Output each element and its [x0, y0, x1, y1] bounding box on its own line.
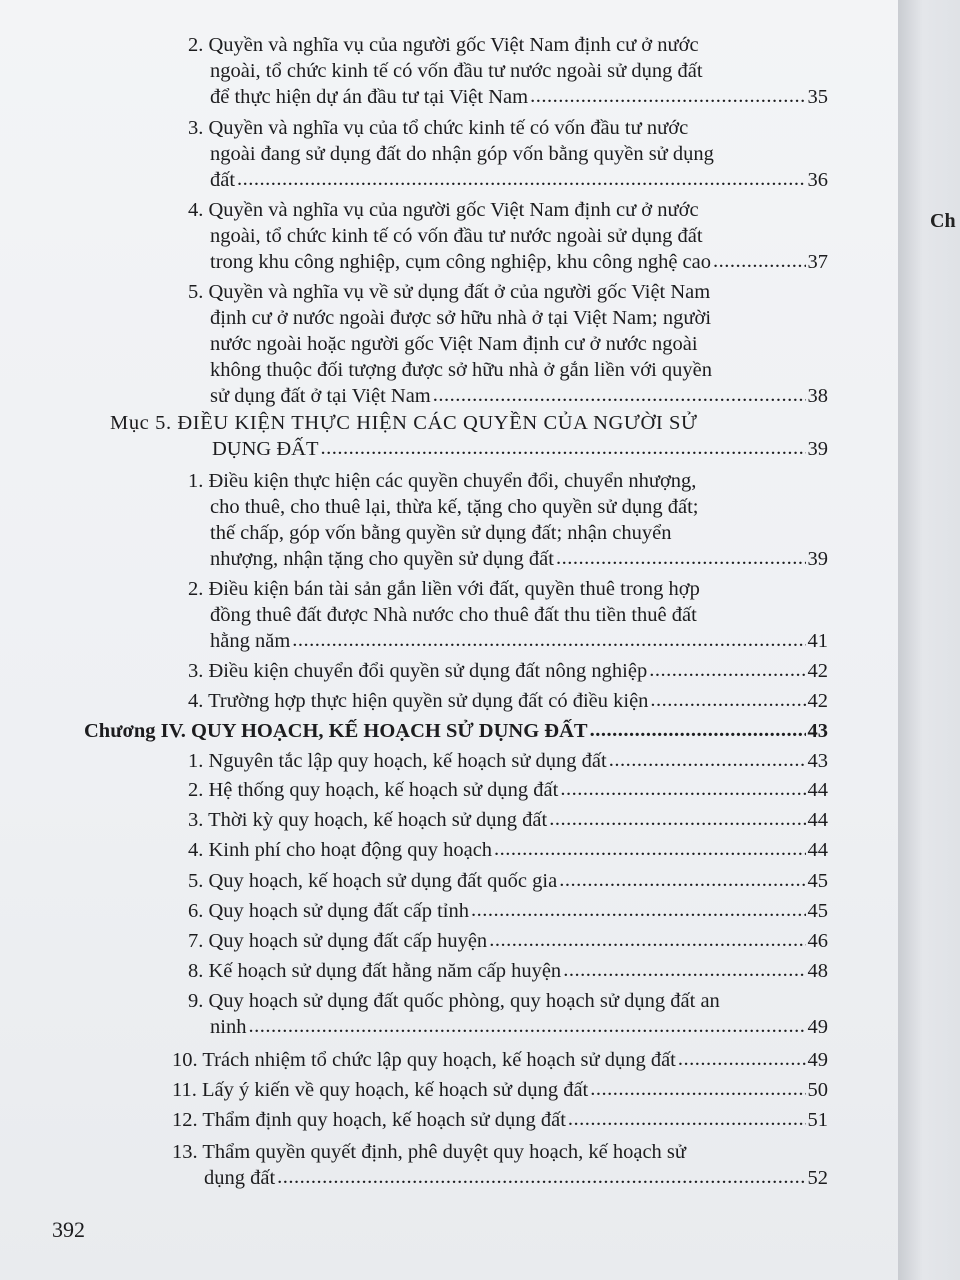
- toc-line: Mục 5. ĐIỀU KIỆN THỰC HIỆN CÁC QUYỀN CỦA NGƯỜI SỬ: [110, 412, 698, 434]
- toc-line: nước ngoài hoặc người gốc Việt Nam định cư ở nước ngoài: [210, 333, 698, 355]
- toc-entry: [188, 748, 828, 774]
- dot-leader: [590, 1076, 805, 1102]
- page-ref: 44: [807, 809, 828, 831]
- toc-line: trong khu công nghiệp, cụm công nghiệp, khu công nghệ cao ..... 37: [188, 249, 828, 275]
- toc-line: nhượng, nhận tặng cho quyền sử dụng đất ..... 39: [188, 546, 828, 572]
- dot-leader: [237, 166, 805, 192]
- toc-line: cho thuê, cho thuê lại, thừa kế, tặng cho quyền sử dụng đất;: [210, 496, 699, 518]
- page-ref: 43: [807, 750, 828, 772]
- toc-line: ninh ..... 49: [188, 1014, 828, 1040]
- toc-line: sử dụng đất ở tại Việt Nam ..... 38: [188, 383, 828, 409]
- toc-entry: [188, 837, 828, 863]
- toc-entry: [188, 777, 828, 803]
- toc-entry: [172, 1139, 828, 1191]
- dot-leader: [650, 687, 805, 713]
- page-ref: 49: [807, 1016, 828, 1038]
- page-ref: 39: [807, 548, 828, 570]
- page-ref: 46: [807, 930, 828, 952]
- toc-line: 5. Quy hoạch, kế hoạch sử dụng đất quốc gia ..... 45: [188, 868, 828, 894]
- toc-line: 12. Thẩm định quy hoạch, kế hoạch sử dụng đất ..... 51: [172, 1107, 828, 1133]
- toc-entry: [188, 468, 828, 572]
- dot-leader: [494, 836, 805, 862]
- dot-leader: [530, 83, 805, 109]
- dot-leader: [320, 435, 805, 461]
- page-ref: 42: [807, 690, 828, 712]
- toc-line: ngoài đang sử dụng đất do nhận góp vốn bằng quyền sử dụng: [210, 143, 714, 165]
- toc-entry: [188, 988, 828, 1040]
- toc-line: đồng thuê đất được Nhà nước cho thuê đất thu tiền thuê đất: [210, 604, 697, 626]
- page-ref: 44: [807, 839, 828, 861]
- dot-leader: [649, 657, 805, 683]
- toc-line: 5. Quyền và nghĩa vụ về sử dụng đất ở của người gốc Việt Nam: [188, 281, 711, 303]
- toc-entry: [188, 197, 828, 275]
- toc-entry: [188, 115, 828, 193]
- toc-entry: [188, 868, 828, 894]
- toc-entry: [172, 1047, 828, 1073]
- page-ref: 43: [807, 720, 828, 742]
- toc-line: 2. Quyền và nghĩa vụ của người gốc Việt Nam định cư ở nước: [188, 34, 699, 56]
- toc-line: đất ..... 36: [188, 167, 828, 193]
- toc-line: 4. Quyền và nghĩa vụ của người gốc Việt Nam định cư ở nước: [188, 199, 699, 221]
- page-ref: 39: [807, 438, 828, 460]
- page-ref: 48: [807, 960, 828, 982]
- toc-chapter-entry: [84, 718, 828, 744]
- toc-line: hằng năm ..... 41: [188, 628, 828, 654]
- page-ref: 41: [807, 630, 828, 652]
- page-ref: 52: [807, 1167, 828, 1189]
- toc-line: thế chấp, góp vốn bằng quyền sử dụng đất; nhận chuyển: [210, 522, 672, 544]
- toc-line: định cư ở nước ngoài được sở hữu nhà ở tại Việt Nam; người: [210, 307, 712, 329]
- dot-leader: [471, 897, 806, 923]
- dot-leader: [563, 957, 805, 983]
- dot-leader: [590, 717, 806, 743]
- toc-line: 10. Trách nhiệm tổ chức lập quy hoạch, kế hoạch sử dụng đất ..... 49: [172, 1047, 828, 1073]
- page-ref: 37: [807, 251, 828, 273]
- page-ref: 44: [807, 779, 828, 801]
- page-ref: 36: [807, 169, 828, 191]
- dot-leader: [292, 627, 805, 653]
- toc-entry: [188, 928, 828, 954]
- toc-entry: [188, 898, 828, 924]
- toc-line: 3. Quyền và nghĩa vụ của tổ chức kinh tế có vốn đầu tư nước: [188, 117, 689, 139]
- toc-entry: [188, 279, 828, 409]
- dot-leader: [678, 1046, 806, 1072]
- toc-entry: [188, 688, 828, 714]
- dot-leader: [713, 248, 806, 274]
- page-ref: 45: [807, 900, 828, 922]
- toc-line: 3. Thời kỳ quy hoạch, kế hoạch sử dụng đất ..... 44: [188, 807, 828, 833]
- toc-line: 13. Thẩm quyền quyết định, phê duyệt quy hoạch, kế hoạch sử: [172, 1141, 687, 1163]
- dot-leader: [568, 1106, 806, 1132]
- toc-entry: [188, 576, 828, 654]
- adjacent-page-text: Ch: [930, 210, 956, 232]
- toc-line: để thực hiện dự án đầu tư tại Việt Nam ..... 35: [188, 84, 828, 110]
- toc-line: 8. Kế hoạch sử dụng đất hằng năm cấp huyện ..... 48: [188, 958, 828, 984]
- toc-line: 6. Quy hoạch sử dụng đất cấp tỉnh ..... 45: [188, 898, 828, 924]
- toc-entry: [172, 1077, 828, 1103]
- page-ref: 50: [807, 1079, 828, 1101]
- dot-leader: [248, 1013, 805, 1039]
- toc-line: 2. Điều kiện bán tài sản gắn liền với đất, quyền thuê trong hợp: [188, 578, 700, 600]
- dot-leader: [489, 927, 805, 953]
- dot-leader: [560, 776, 805, 802]
- toc-line: 1. Nguyên tắc lập quy hoạch, kế hoạch sử dụng đất ..... 43: [188, 748, 828, 774]
- toc-line: 11. Lấy ý kiến về quy hoạch, kế hoạch sử dụng đất ..... 50: [172, 1077, 828, 1103]
- toc-line: 4. Trường hợp thực hiện quyền sử dụng đất có điều kiện ..... 42: [188, 688, 828, 714]
- toc-line: 7. Quy hoạch sử dụng đất cấp huyện ..... 46: [188, 928, 828, 954]
- page-ref: 49: [807, 1049, 828, 1071]
- dot-leader: [549, 806, 805, 832]
- toc-line: 2. Hệ thống quy hoạch, kế hoạch sử dụng đất ..... 44: [188, 777, 828, 803]
- toc-line: Chương IV. QUY HOẠCH, KẾ HOẠCH SỬ DỤNG ĐẤT ..... 43: [84, 718, 828, 744]
- toc-entry: [188, 807, 828, 833]
- toc-line: 4. Kinh phí cho hoạt động quy hoạch ..... 44: [188, 837, 828, 863]
- toc-entry: [188, 32, 828, 110]
- page-ref: 38: [807, 385, 828, 407]
- toc-line: 1. Điều kiện thực hiện các quyền chuyển đổi, chuyển nhượng,: [188, 470, 697, 492]
- toc-section-entry: [110, 410, 828, 462]
- toc-entry: [172, 1107, 828, 1133]
- toc-line: ngoài, tổ chức kinh tế có vốn đầu tư nước ngoài sử dụng đất: [210, 60, 703, 82]
- toc-line: 9. Quy hoạch sử dụng đất quốc phòng, quy hoạch sử dụng đất an: [188, 990, 720, 1012]
- dot-leader: [559, 867, 805, 893]
- toc-line: ngoài, tổ chức kinh tế có vốn đầu tư nước ngoài sử dụng đất: [210, 225, 703, 247]
- adjacent-page-edge: [898, 0, 960, 1280]
- page-ref: 51: [807, 1109, 828, 1131]
- toc-entry: [188, 958, 828, 984]
- toc-line: 3. Điều kiện chuyển đổi quyền sử dụng đất nông nghiệp ..... 42: [188, 658, 828, 684]
- dot-leader: [609, 747, 806, 773]
- toc-entry: [188, 658, 828, 684]
- toc-line: DỤNG ĐẤT ..... 39: [110, 436, 828, 462]
- dot-leader: [277, 1164, 805, 1190]
- dot-leader: [433, 382, 806, 408]
- page-ref: 35: [807, 86, 828, 108]
- page-ref: 42: [807, 660, 828, 682]
- toc-line: không thuộc đối tượng được sở hữu nhà ở gắn liền với quyền: [210, 359, 713, 381]
- toc-line: dụng đất ..... 52: [172, 1165, 828, 1191]
- dot-leader: [556, 545, 806, 571]
- page-number: 392: [52, 1217, 85, 1242]
- page-ref: 45: [807, 870, 828, 892]
